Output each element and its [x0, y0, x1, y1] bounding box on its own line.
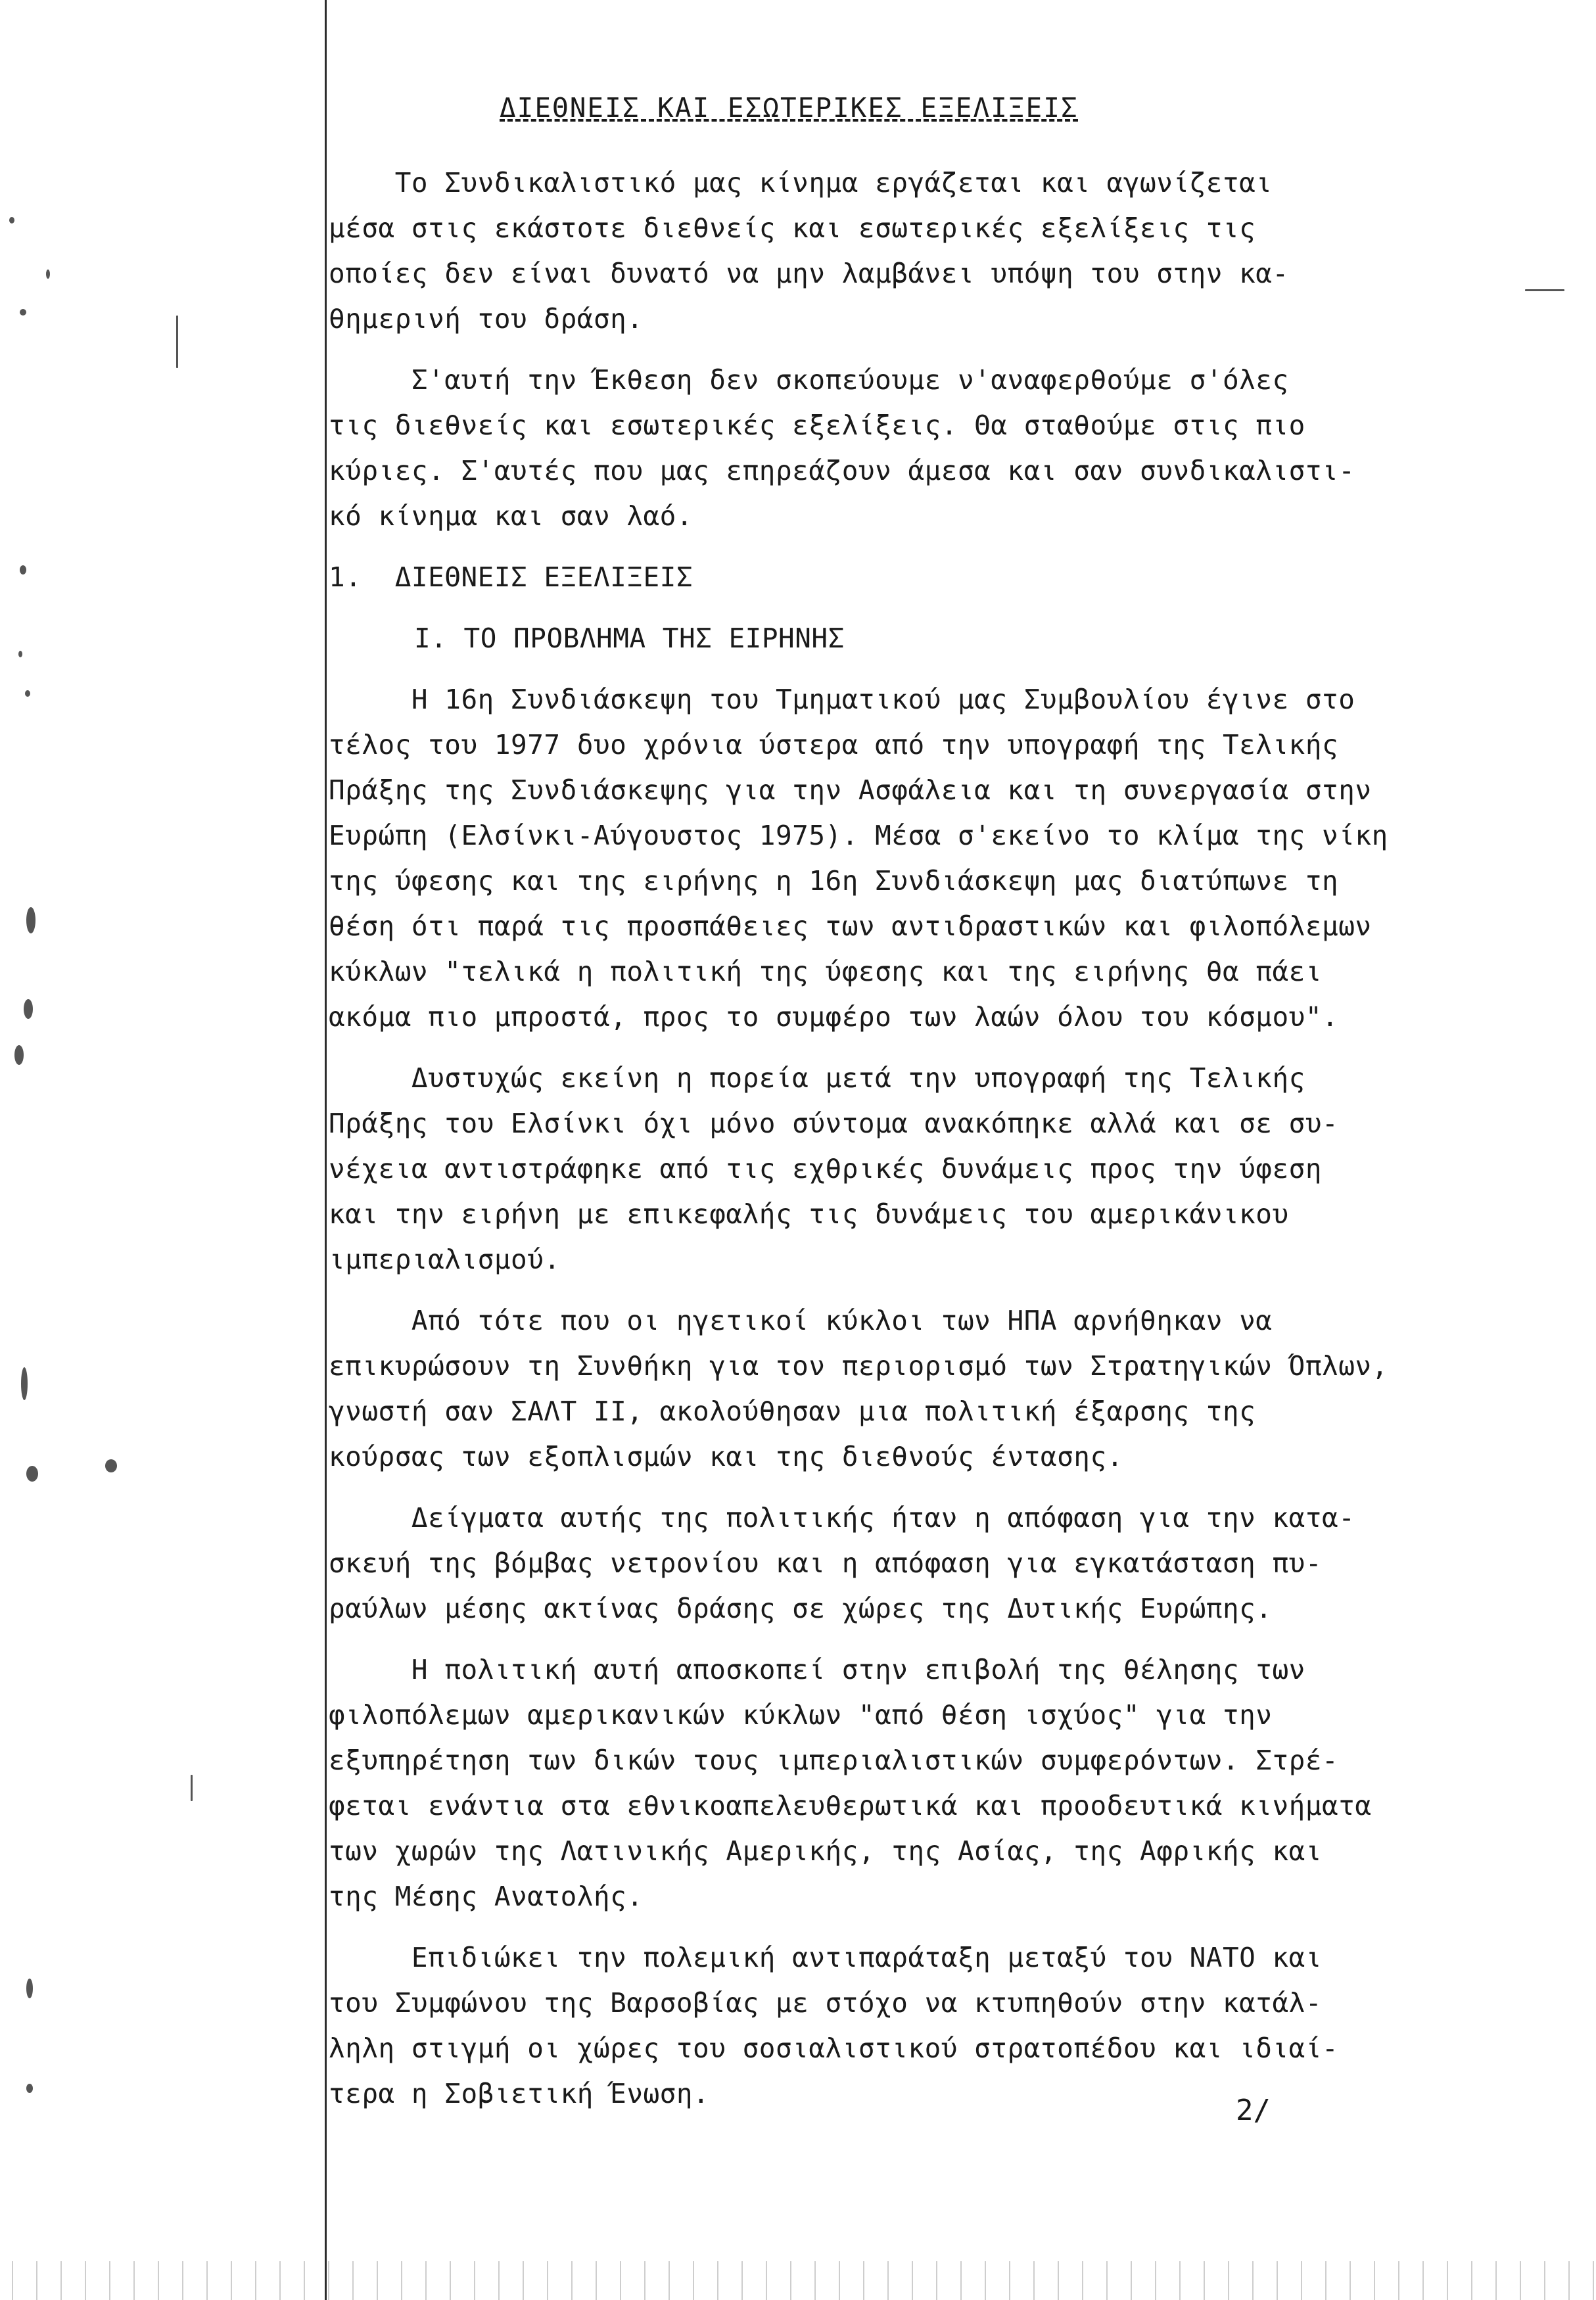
text-line: των χωρών της Λατινικής Αμερικής, της Ασίας, της Αφρικής και: [329, 1835, 1323, 1867]
body-paragraph-6: [329, 1935, 1551, 2117]
left-margin-rule: [325, 0, 327, 2300]
scan-noise-strip: [0, 2261, 1596, 2300]
text-line: ραύλων μέσης ακτίνας δράσης σε χώρες της Δυτικής Ευρώπης.: [329, 1593, 1273, 1624]
text-line: Πράξης της Συνδιάσκεψης για την Ασφάλεια και τη συνεργασία στην: [329, 774, 1372, 806]
text-line: κύκλων "τελικά η πολιτική της ύφεσης και της ειρήνης θα πάει: [329, 956, 1323, 987]
text-line: Δείγματα αυτής της πολιτικής ήταν η απόφαση για την κατα-: [329, 1502, 1355, 1534]
text-line: ιμπεριαλισμού.: [329, 1244, 561, 1275]
text-line: οποίες δεν είναι δυνατό να μην λαμβάνει υπόψη του στην κα-: [329, 258, 1289, 289]
document-title: ΔΙΕΘΝΕΙΣ ΚΑΙ ΕΣΩΤΕΡΙΚΕΣ ΕΞΕΛΙΞΕΙΣ: [500, 92, 1079, 124]
text-line: και την ειρήνη με επικεφαλής τις δυνάμεις του αμερικάνικου: [329, 1198, 1289, 1230]
section-heading-text: 1. ΔΙΕΘΝΕΙΣ ΕΞΕΛΙΞΕΙΣ: [329, 561, 693, 593]
text-line: κύριες. Σ'αυτές που μας επηρεάζουν άμεσα και σαν συνδικαλιστι-: [329, 455, 1355, 486]
scan-speck: [20, 565, 26, 575]
text-line: Ευρώπη (Ελσίνκι-Αύγουστος 1975). Μέσα σ'εκείνο το κλίμα της νίκη: [329, 820, 1388, 851]
text-line: Η πολιτική αυτή αποσκοπεί στην επιβολή της θέλησης των: [329, 1654, 1305, 1685]
text-line: ακόμα πιο μπροστά, προς το συμφέρο των λαών όλου του κόσμου".: [329, 1001, 1339, 1033]
text-line: φιλοπόλεμων αμερικανικών κύκλων "από θέση ισχύος" για την: [329, 1699, 1273, 1731]
scan-speck: [20, 309, 26, 316]
text-line: Σ'αυτή την Έκθεση δεν σκοπεύουμε ν'αναφερθούμε σ'όλες: [329, 364, 1289, 396]
text-line: Η 16η Συνδιάσκεψη του Τμηματικού μας Συμβουλίου έγινε στο: [329, 684, 1355, 715]
text-line: της ύφεσης και της ειρήνης η 16η Συνδιάσκεψη μας διατύπωνε τη: [329, 865, 1339, 897]
text-line: φεται ενάντια στα εθνικοαπελευθερωτικά και προοδευτικά κινήματα: [329, 1790, 1372, 1821]
subsection-heading-text: Ι. ΤΟ ΠΡΟΒΛΗΜΑ ΤΗΣ ΕΙΡΗΝΗΣ: [414, 622, 845, 654]
intro-paragraph-2: [329, 358, 1551, 539]
body-paragraph-5: [329, 1647, 1551, 1919]
scan-speck: [176, 316, 178, 368]
text-line: τις διεθνείς και εσωτερικές εξελίξεις. Θα σταθούμε στις πιο: [329, 410, 1305, 441]
text-line: θέση ότι παρά τις προσπάθειες των αντιδραστικών και φιλοπόλεμων: [329, 910, 1372, 942]
body-paragraph-4: [329, 1495, 1551, 1631]
body-paragraph-3: [329, 1298, 1551, 1480]
scan-speck: [21, 1367, 28, 1400]
section-heading: [329, 555, 1551, 600]
scan-speck: [105, 1459, 117, 1472]
text-line: Πράξης του Ελσίνκι όχι μόνο σύντομα ανακόπηκε αλλά και σε συ-: [329, 1108, 1339, 1139]
scan-speck: [14, 1045, 24, 1065]
text-line: Το Συνδικαλιστικό μας κίνημα εργάζεται και αγωνίζεται: [329, 167, 1273, 199]
text-line: του Συμφώνου της Βαρσοβίας με στόχο να κτυπηθούν στην κατάλ-: [329, 1987, 1323, 2019]
document-body: [329, 92, 1551, 2132]
subsection-heading: [329, 616, 1551, 661]
text-line: θημερινή του δράση.: [329, 303, 644, 335]
text-line: σκευή της βόμβας νετρονίου και η απόφαση για εγκατάσταση πυ-: [329, 1547, 1323, 1579]
text-line: γνωστή σαν ΣΑΛΤ ΙΙ, ακολούθησαν μια πολιτική έξαρσης της: [329, 1396, 1256, 1427]
text-line: μέσα στις εκάστοτε διεθνείς και εσωτερικές εξελίξεις τις: [329, 212, 1256, 244]
text-line: κούρσας των εξοπλισμών και της διεθνούς έντασης.: [329, 1441, 1123, 1472]
page-number: 2/: [1236, 2094, 1271, 2127]
body-paragraph-2: [329, 1056, 1551, 1282]
scan-speck: [191, 1775, 193, 1801]
scan-speck: [46, 270, 50, 279]
text-line: Από τότε που οι ηγετικοί κύκλοι των ΗΠΑ αρνήθηκαν να: [329, 1305, 1273, 1336]
text-line: της Μέσης Ανατολής.: [329, 1881, 644, 1912]
scan-speck: [26, 907, 35, 933]
intro-paragraph-1: [329, 160, 1551, 342]
text-line: ληλη στιγμή οι χώρες του σοσιαλιστικού στρατοπέδου και ιδιαί-: [329, 2032, 1339, 2064]
text-line: κό κίνημα και σαν λαό.: [329, 500, 693, 532]
text-line: Δυστυχώς εκείνη η πορεία μετά την υπογραφή της Τελικής: [329, 1062, 1305, 1094]
scan-speck: [26, 2084, 33, 2093]
scan-speck: [18, 651, 22, 657]
scan-speck: [26, 1979, 33, 1998]
text-line: τέλος του 1977 δυο χρόνια ύστερα από την υπογραφή της Τελικής: [329, 729, 1339, 761]
scan-speck: [25, 690, 30, 697]
text-line: εξυπηρέτηση των δικών τους ιμπεριαλιστικών συμφερόντων. Στρέ-: [329, 1745, 1339, 1776]
text-line: τερα η Σοβιετική Ένωση.: [329, 2078, 710, 2109]
scan-speck: [9, 217, 14, 223]
text-line: νέχεια αντιστράφηκε από τις εχθρικές δυνάμεις προς την ύφεση: [329, 1153, 1323, 1185]
text-line: επικυρώσουν τη Συνθήκη για τον περιορισμό των Στρατηγικών Όπλων,: [329, 1350, 1388, 1382]
scan-speck: [24, 999, 33, 1019]
text-line: Επιδιώκει την πολεμική αντιπαράταξη μεταξύ του ΝΑΤΟ και: [329, 1942, 1323, 1973]
scan-speck: [26, 1466, 38, 1482]
body-paragraph-1: [329, 677, 1551, 1040]
